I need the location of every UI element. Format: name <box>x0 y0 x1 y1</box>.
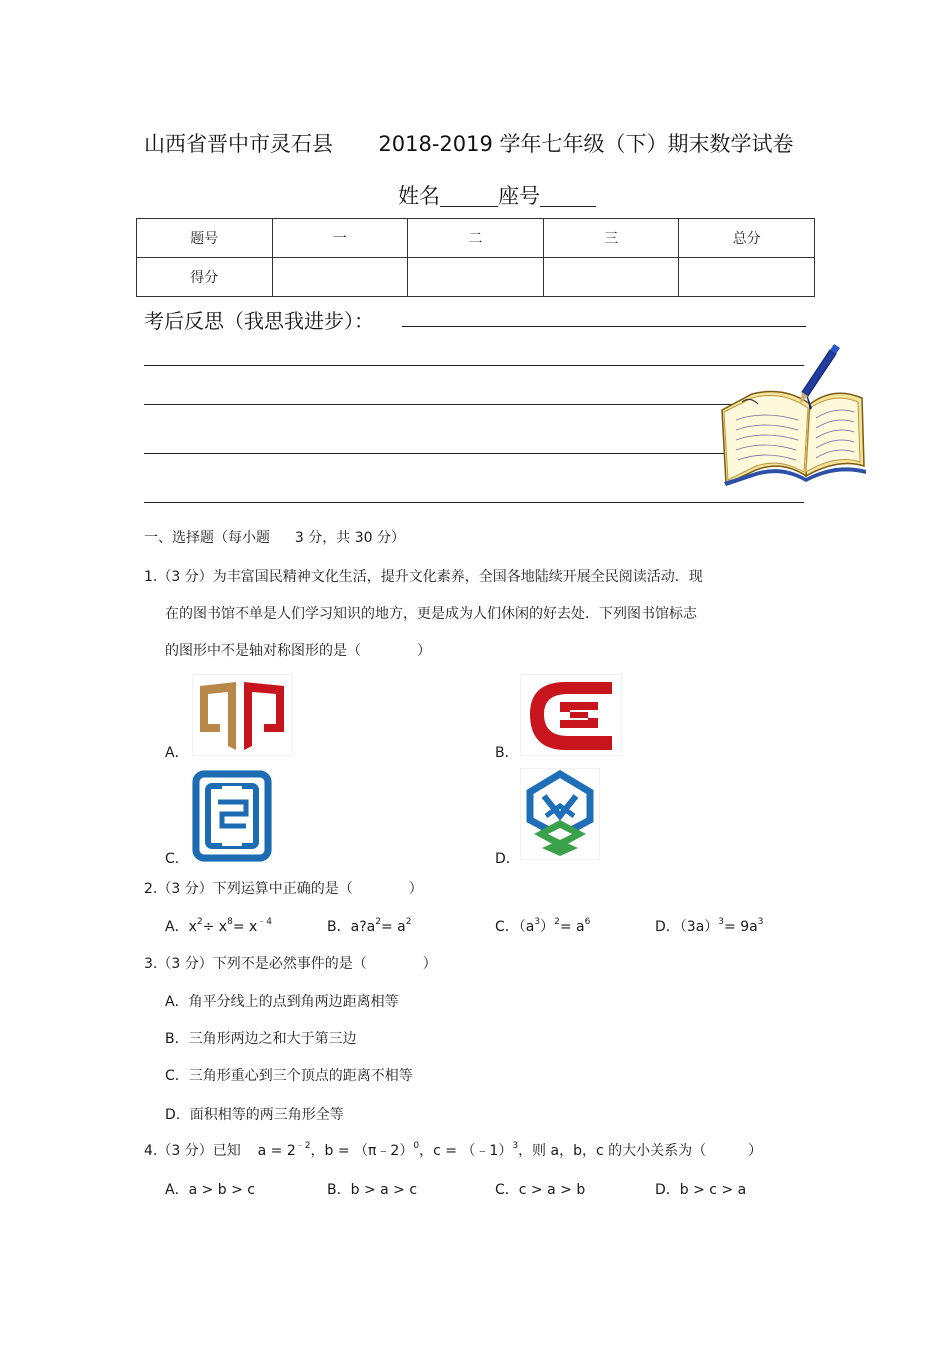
reflection-line[interactable] <box>402 326 806 327</box>
library-logo-a-icon[interactable] <box>192 674 292 756</box>
q3-option-d[interactable]: D．面积相等的两三角形全等 <box>165 1107 344 1123</box>
q1-option-d-label[interactable]: D． <box>495 851 520 867</box>
title-region: 山西省晋中市灵石县 <box>144 132 333 156</box>
q2-option-b[interactable]: B．$a?a^2= a^2$ <box>327 917 412 935</box>
q3-option-b[interactable]: B．三角形两边之和大于第三边 <box>165 1031 357 1047</box>
q3-stem: 3.（3 分）下列不是必然事件的是（ ） <box>144 956 437 972</box>
q4-option-a[interactable]: A．a > b > c <box>165 1182 256 1198</box>
q4-option-b[interactable]: B．b > a > c <box>327 1182 418 1198</box>
score-cell[interactable] <box>679 258 815 297</box>
score-cell[interactable] <box>543 258 679 297</box>
q1-line1: 1.（3 分）为丰富国民精神文化生活，提升文化素养，全国各地陆续开展全民阅读活动．现 <box>144 569 703 585</box>
reflection-line[interactable] <box>144 502 804 503</box>
q4-option-d[interactable]: D．b > c > a <box>655 1182 747 1198</box>
score-table <box>136 218 815 297</box>
table-cell: 题号 <box>137 219 273 258</box>
q2-stem: 2.（3 分）下列运算中正确的是（ ） <box>144 881 423 897</box>
table-cell: 一 <box>272 219 408 258</box>
reflection-line[interactable] <box>144 404 744 405</box>
name-seat-line <box>398 180 596 210</box>
score-table-header-row <box>137 219 815 258</box>
reflection-label: 考后反思（我思我进步）： <box>144 309 374 333</box>
q2-option-d[interactable]: D．$(3a)^3= 9a^3$ <box>655 917 764 935</box>
score-cell[interactable] <box>408 258 544 297</box>
page-title <box>144 128 794 158</box>
q1-line3: 的图形中不是轴对称图形的是（ ） <box>165 643 431 659</box>
section-heading-text: 一、选择题（每小题 <box>144 530 270 546</box>
q2-option-a[interactable]: A．$x^2\div x^8= x^{﹣4}$ <box>165 917 273 935</box>
library-logo-c-icon[interactable] <box>192 770 272 862</box>
section-heading-score: 3 分，共 <box>294 530 351 546</box>
seat-blank[interactable] <box>540 188 596 207</box>
q2-option-c[interactable]: C．$(a^3)^2= a^6$ <box>495 917 591 935</box>
section-heading <box>144 527 405 547</box>
table-cell: 二 <box>408 219 544 258</box>
q1-line2: 在的图书馆不单是人们学习知识的地方，更是成为人们休闲的好去处．下列图书馆标志 <box>165 606 697 622</box>
seat-label: 座号 <box>498 184 540 208</box>
table-cell: 三 <box>543 219 679 258</box>
q1-option-a-label[interactable]: A． <box>165 745 189 761</box>
q3-option-c[interactable]: C．三角形重心到三个顶点的距离不相等 <box>165 1068 413 1084</box>
name-blank[interactable] <box>440 188 498 207</box>
book-pen-icon <box>712 342 868 488</box>
q4-option-c[interactable]: C．c > a > b <box>495 1182 586 1198</box>
score-table-score-row <box>137 258 815 297</box>
q4-stem: 4.（3 分）已知 $a = 2^{﹣2}$，b = （π﹣2）$^0$，c = （﹣1）$^3$，则 a，b，c 的大小关系为（ ） <box>144 1141 763 1159</box>
reflection-line[interactable] <box>144 365 804 366</box>
table-cell: 得分 <box>137 258 273 297</box>
q1-option-b-label[interactable]: B． <box>495 745 519 761</box>
title-exam: 2018-2019 学年七年级（下）期末数学试卷 <box>378 132 794 156</box>
library-logo-b-icon[interactable] <box>520 674 622 756</box>
reflection-line[interactable] <box>144 453 744 454</box>
library-logo-d-icon[interactable] <box>520 768 600 860</box>
section-heading-total: 30 分） <box>354 530 405 546</box>
q1-option-c-label[interactable]: C． <box>165 851 189 867</box>
q3-option-a[interactable]: A．角平分线上的点到角两边距离相等 <box>165 994 399 1010</box>
score-cell[interactable] <box>272 258 408 297</box>
name-label: 姓名 <box>398 184 440 208</box>
table-cell: 总分 <box>679 219 815 258</box>
